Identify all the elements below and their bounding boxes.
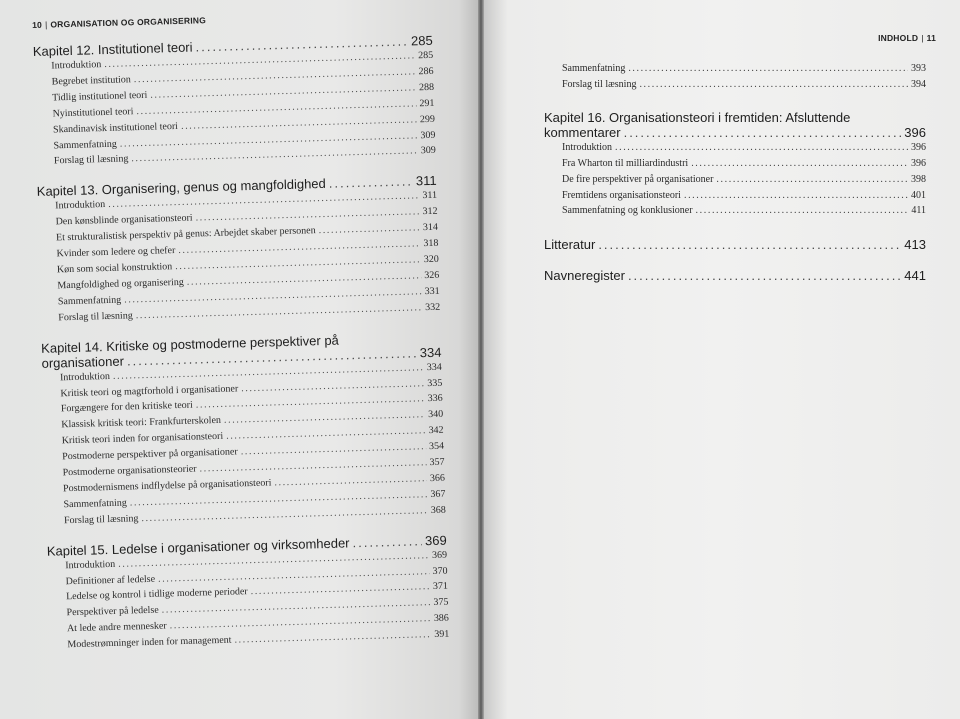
right-header-title: INDHOLD (878, 33, 919, 43)
toc-entry[interactable]: Introduktion ..... 369 (47, 547, 447, 574)
toc-entry[interactable]: Kvinder som ledere og chefer ..... 318 (38, 236, 438, 263)
left-running-head: 10 | ORGANISATION OG ORGANISERING (32, 15, 207, 30)
chapter-heading[interactable]: Kapitel 15. Ledelse i organisationer og virksomheder ..... 369 (47, 532, 447, 558)
chapter-16 (544, 110, 926, 220)
right-page-number: 11 (926, 33, 936, 43)
toc-entry[interactable]: Introduktion ..... 396 (544, 140, 926, 156)
toc-entry[interactable]: Forgængere for den kritiske teori ..... 336 (43, 391, 443, 418)
toc-entry[interactable]: Sammenfatning ..... 367 (45, 486, 445, 513)
toc-entry[interactable]: Introduktion ..... 285 (33, 48, 433, 75)
left-page-content (32, 9, 450, 668)
left-page (0, 0, 478, 719)
toc-entry[interactable]: Mangfoldighed og organisering ..... 326 (39, 268, 439, 295)
toc-entry[interactable]: Sammenfatning ..... 309 (35, 127, 435, 154)
toc-entry[interactable]: Kritisk teori og magtforhold i organisationer ..... 335 (42, 375, 442, 402)
chapter-heading[interactable]: Kapitel 12. Institutionel teori ..... 285 (33, 33, 433, 59)
toc-entry[interactable]: Forslag til læsning ..... 394 (544, 77, 926, 93)
toc-entry[interactable]: Forslag til læsning ..... 309 (36, 143, 436, 170)
toc-entry[interactable]: Ledelse og kontrol i tidlige moderne perioder ..... 371 (48, 579, 448, 606)
toc-entry[interactable]: Klassisk kritisk teori: Frankfurterskolen ..... 340 (43, 407, 443, 434)
toc-entry[interactable]: Perspektiver på ledelse ..... 375 (48, 595, 448, 622)
toc-entry[interactable]: Forslag til læsning ..... 332 (40, 299, 440, 326)
chapter-heading[interactable]: Kapitel 13. Organisering, genus og mangfoldighed ..... 311 (37, 173, 437, 199)
right-page-content (544, 61, 926, 283)
toc-entry[interactable]: At lede andre mennesker ..... 386 (49, 611, 449, 638)
toc-entry[interactable]: Fra Wharton til milliardindustri ..... 396 (544, 156, 926, 172)
toc-entry[interactable]: Sammenfatning og konklusioner ..... 411 (544, 203, 926, 219)
left-header-title: ORGANISATION OG ORGANISERING (50, 15, 207, 30)
toc-entry[interactable]: Introduktion ..... 334 (42, 359, 442, 386)
toc-navneregister[interactable]: Navneregister ..... 441 (544, 268, 926, 283)
toc-entry[interactable]: Et strukturalistisk perspektiv på genus: Arbejdet skaber personen ..... 314 (38, 220, 438, 247)
toc-entry[interactable]: De fire perspektiver på organisationer ..... 398 (544, 172, 926, 188)
toc-entry[interactable]: Kritisk teori inden for organisationsteori ..... 342 (44, 423, 444, 450)
chapter-12 (33, 33, 436, 170)
toc-entry[interactable]: Fremtidens organisationsteori ..... 401 (544, 188, 926, 204)
toc-entry[interactable]: Nyinstitutionel teori ..... 291 (34, 96, 434, 123)
toc-entry[interactable]: Sammenfatning ..... 331 (40, 284, 440, 311)
left-page-number: 10 (32, 19, 43, 30)
chapter-15 (47, 532, 450, 654)
toc-entry[interactable]: Postmoderne perspektiver på organisationer ..... 354 (44, 439, 444, 466)
toc-entry[interactable]: Den kønsblinde organisationsteori ..... 312 (37, 204, 437, 231)
toc-entry[interactable]: Sammenfatning ..... 393 (544, 61, 926, 77)
chapter-14 (41, 329, 446, 529)
chapter-heading[interactable]: Kapitel 14. Kritiske og postmoderne perspektiver på organisationer ..... 334 (41, 329, 442, 370)
chapter-13 (37, 173, 441, 326)
chapter-15-continued (544, 61, 926, 93)
toc-entry[interactable]: Skandinavisk institutionel teori ..... 299 (35, 111, 435, 138)
toc-entry[interactable]: Begrebet institution ..... 286 (34, 64, 434, 91)
toc-entry[interactable]: Tidlig institutionel teori ..... 288 (34, 80, 434, 107)
toc-entry[interactable]: Modestrømninger inden for management ..... 391 (49, 627, 449, 654)
toc-entry[interactable]: Køn som social konstruktion ..... 320 (39, 252, 439, 279)
chapter-heading[interactable]: Kapitel 16. Organisationsteori i fremtiden: Afsluttende kommentarer ..... 396 (544, 110, 926, 140)
right-page (484, 0, 960, 719)
toc-entry[interactable]: Introduktion ..... 311 (37, 188, 437, 215)
toc-entry[interactable]: Definitioner af ledelse ..... 370 (47, 563, 447, 590)
right-running-head: INDHOLD | 11 (878, 33, 936, 43)
toc-entry[interactable]: Forslag til læsning ..... 368 (46, 502, 446, 529)
toc-entry[interactable]: Postmoderne organisationsteorier ..... 357 (44, 455, 444, 482)
toc-litteratur[interactable]: Litteratur ..... 413 (544, 237, 926, 252)
toc-entry[interactable]: Postmodernismens indflydelse på organisationsteori ..... 366 (45, 471, 445, 498)
